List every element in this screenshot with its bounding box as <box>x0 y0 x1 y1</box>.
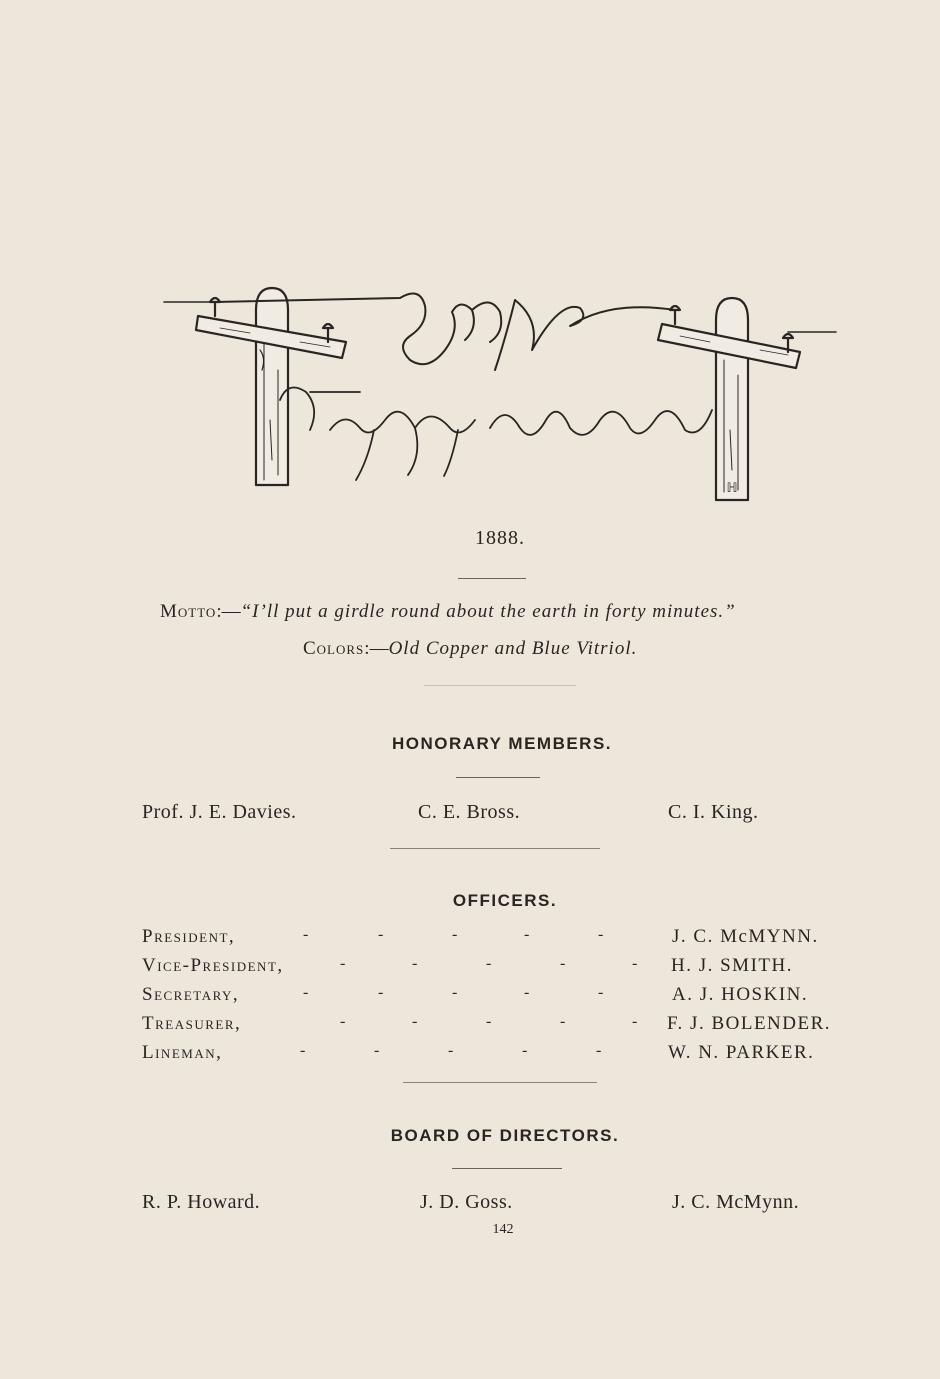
svg-text:ℍ: ℍ <box>726 480 738 495</box>
leader-dash: - <box>632 1013 638 1030</box>
colors-text: Old Copper and Blue Vitriol. <box>388 638 638 659</box>
director-name: J. D. Goss. <box>420 1191 513 1213</box>
leader-dash: - <box>486 955 492 972</box>
board-of-directors-heading: BOARD OF DIRECTORS. <box>390 1126 620 1145</box>
honorary-member: Prof. J. E. Davies. <box>142 801 297 823</box>
colors-sep: :— <box>364 638 389 659</box>
officer-title: President, <box>142 926 236 947</box>
motto-line <box>160 601 736 623</box>
leader-dash: - <box>303 984 309 1001</box>
leader-dash: - <box>340 955 346 972</box>
year: 1888. <box>475 527 525 549</box>
leader-dash: - <box>448 1042 454 1059</box>
motto-label: Motto <box>160 601 217 622</box>
leader-dash: - <box>486 1013 492 1030</box>
officer-row <box>0 1013 940 1042</box>
leader-dash: - <box>560 955 566 972</box>
leader-dash: - <box>598 984 604 1001</box>
leader-dash: - <box>378 984 384 1001</box>
honorary-member: C. I. King. <box>668 801 759 823</box>
leader-dash: - <box>300 1042 306 1059</box>
leader-dash: - <box>522 1042 528 1059</box>
director-name: R. P. Howard. <box>142 1191 261 1213</box>
leader-dash: - <box>524 984 530 1001</box>
leader-dash: - <box>452 984 458 1001</box>
leader-dash: - <box>560 1013 566 1030</box>
divider <box>452 1168 562 1169</box>
honorary-members-heading: HONORARY MEMBERS. <box>391 734 613 753</box>
officer-name: F. J. BOLENDER. <box>667 1013 832 1034</box>
divider <box>390 848 600 849</box>
officer-title: Vice-President, <box>142 955 284 976</box>
telegraph-association-logo <box>160 280 840 510</box>
divider <box>424 685 576 686</box>
motto-text: “I’ll put a girdle round about the earth in forty minutes.” <box>240 601 736 622</box>
officer-title: Lineman, <box>142 1042 223 1063</box>
leader-dash: - <box>452 926 458 943</box>
leader-dash: - <box>340 1013 346 1030</box>
honorary-member: C. E. Bross. <box>418 801 521 823</box>
leader-dash: - <box>374 1042 380 1059</box>
officer-title: Treasurer, <box>142 1013 242 1034</box>
leader-dash: - <box>598 926 604 943</box>
leader-dash: - <box>412 955 418 972</box>
director-name: J. C. McMynn. <box>672 1191 800 1213</box>
colors-label: Colors <box>303 638 365 659</box>
officer-row <box>0 955 940 984</box>
leader-dash: - <box>524 926 530 943</box>
divider <box>458 578 526 579</box>
leader-dash: - <box>412 1013 418 1030</box>
page-number: 142 <box>492 1222 514 1237</box>
officer-name: J. C. McMYNN. <box>672 926 819 947</box>
colors-line <box>303 638 637 660</box>
officer-row <box>0 984 940 1013</box>
leader-dash: - <box>378 926 384 943</box>
officer-name: A. J. HOSKIN. <box>672 984 809 1005</box>
divider <box>403 1082 597 1083</box>
officer-name: H. J. SMITH. <box>671 955 793 976</box>
motto-sep: :— <box>216 601 241 622</box>
officer-row <box>0 1042 940 1071</box>
leader-dash: - <box>632 955 638 972</box>
officer-row <box>0 926 940 955</box>
leader-dash: - <box>303 926 309 943</box>
officer-title: Secretary, <box>142 984 240 1005</box>
officers-heading: OFFICERS. <box>452 891 558 910</box>
leader-dash: - <box>596 1042 602 1059</box>
officer-name: W. N. PARKER. <box>668 1042 815 1063</box>
divider <box>456 777 540 778</box>
